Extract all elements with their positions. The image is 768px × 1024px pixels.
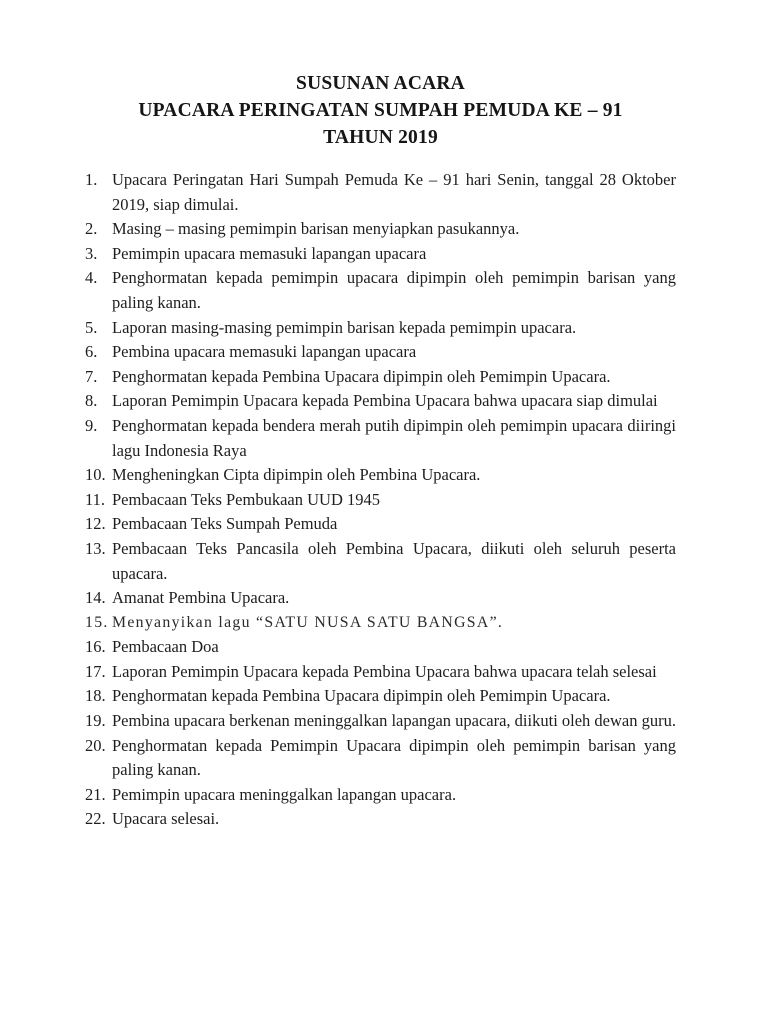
list-item <box>85 242 676 267</box>
list-item <box>85 365 676 390</box>
list-item-text: Pembacaan Teks Pancasila oleh Pembina Upacara, diikuti oleh seluruh peserta upacara. <box>112 538 676 583</box>
list-item-text: Penghormatan kepada bendera merah putih dipimpin oleh pemimpin upacara diiringi lagu Indonesia Raya <box>112 415 676 460</box>
list-item <box>85 660 676 685</box>
list-item-text: Penghormatan kepada Pemimpin Upacara dipimpin oleh pemimpin barisan yang paling kanan. <box>112 735 676 780</box>
list-item-text: Masing – masing pemimpin barisan menyiapkan pasukannya. <box>112 219 520 239</box>
list-item-number: 19. <box>85 711 106 731</box>
list-item-text: Pembina upacara berkenan meninggalkan lapangan upacara, diikuti oleh dewan guru. <box>112 711 676 731</box>
list-item-text: Upacara Peringatan Hari Sumpah Pemuda Ke – 91 hari Senin, tanggal 28 Oktober 2019, siap dimulai. <box>112 170 676 214</box>
list-item <box>85 414 676 463</box>
list-item-text: Pemimpin upacara meninggalkan lapangan upacara. <box>112 784 457 804</box>
list-item-number: 5. <box>85 317 98 337</box>
list-item-text: Pembacaan Teks Pembukaan UUD 1945 <box>112 489 380 509</box>
list-item-number: 17. <box>85 661 106 681</box>
list-item-number: 21. <box>85 784 106 804</box>
list-item-number: 6. <box>85 342 98 362</box>
list-item <box>85 340 676 365</box>
list-item-number: 22. <box>85 809 106 829</box>
list-item-text: Pembacaan Teks Sumpah Pemuda <box>112 514 338 534</box>
list-item-number: 13. <box>85 538 106 558</box>
title-line-3: TAHUN 2019 <box>323 127 438 148</box>
list-item-number: 2. <box>85 219 98 239</box>
list-item <box>85 586 676 611</box>
title-line-1: SUSUNAN ACARA <box>296 73 465 94</box>
list-item-text: Amanat Pembina Upacara. <box>112 588 290 608</box>
list-item <box>85 168 676 217</box>
list-item-text: Menyanyikan lagu “SATU NUSA SATU BANGSA”. <box>112 613 504 631</box>
list-item <box>85 488 676 513</box>
list-item-number: 10. <box>85 465 106 485</box>
list-item-text: Penghormatan kepada pemimpin upacara dipimpin oleh pemimpin barisan yang paling kanan. <box>112 268 676 312</box>
list-item <box>85 783 676 808</box>
list-item <box>85 389 676 414</box>
list-item <box>85 463 676 488</box>
list-item <box>85 266 676 315</box>
list-item-text: Pembacaan Doa <box>112 637 219 657</box>
list-item-number: 3. <box>85 243 98 263</box>
list-item <box>85 316 676 341</box>
list-item-number: 7. <box>85 366 98 386</box>
list-item <box>85 512 676 537</box>
list-item-number: 20. <box>85 735 106 755</box>
list-item <box>85 611 676 636</box>
list-item <box>85 537 676 586</box>
list-item-number: 8. <box>85 391 98 411</box>
list-item-number: 14. <box>85 588 106 608</box>
list-item <box>85 734 676 783</box>
list-item-text: Laporan Pemimpin Upacara kepada Pembina Upacara bahwa upacara siap dimulai <box>112 391 658 411</box>
list-item <box>85 635 676 660</box>
list-item-text: Laporan masing-masing pemimpin barisan kepada pemimpin upacara. <box>112 317 577 337</box>
list-item-text: Penghormatan kepada Pembina Upacara dipimpin oleh Pemimpin Upacara. <box>112 366 611 386</box>
list-item <box>85 807 676 832</box>
list-item-text: Penghormatan kepada Pembina Upacara dipimpin oleh Pemimpin Upacara. <box>112 686 611 706</box>
list-item-text: Laporan Pemimpin Upacara kepada Pembina Upacara bahwa upacara telah selesai <box>112 661 657 681</box>
list-item-number: 15. <box>85 613 109 631</box>
list-item-number: 4. <box>85 268 98 288</box>
list-item-number: 1. <box>85 170 98 189</box>
list-item <box>85 709 676 734</box>
list-item-text: Pembina upacara memasuki lapangan upacara <box>112 342 417 362</box>
document-title <box>85 70 676 151</box>
list-item-number: 9. <box>85 415 98 435</box>
list-item-text: Mengheningkan Cipta dipimpin oleh Pembina Upacara. <box>112 465 481 485</box>
list-item-text: Pemimpin upacara memasuki lapangan upacara <box>112 243 427 263</box>
list-item-number: 12. <box>85 514 106 534</box>
list-item-number: 11. <box>85 489 106 509</box>
list-item-text: Upacara selesai. <box>112 809 220 829</box>
list-item <box>85 217 676 242</box>
list-item-number: 16. <box>85 637 106 657</box>
list-item <box>85 684 676 709</box>
list-item-number: 18. <box>85 686 106 706</box>
agenda-list <box>85 168 676 832</box>
title-line-2: UPACARA PERINGATAN SUMPAH PEMUDA KE – 91 <box>138 100 623 121</box>
